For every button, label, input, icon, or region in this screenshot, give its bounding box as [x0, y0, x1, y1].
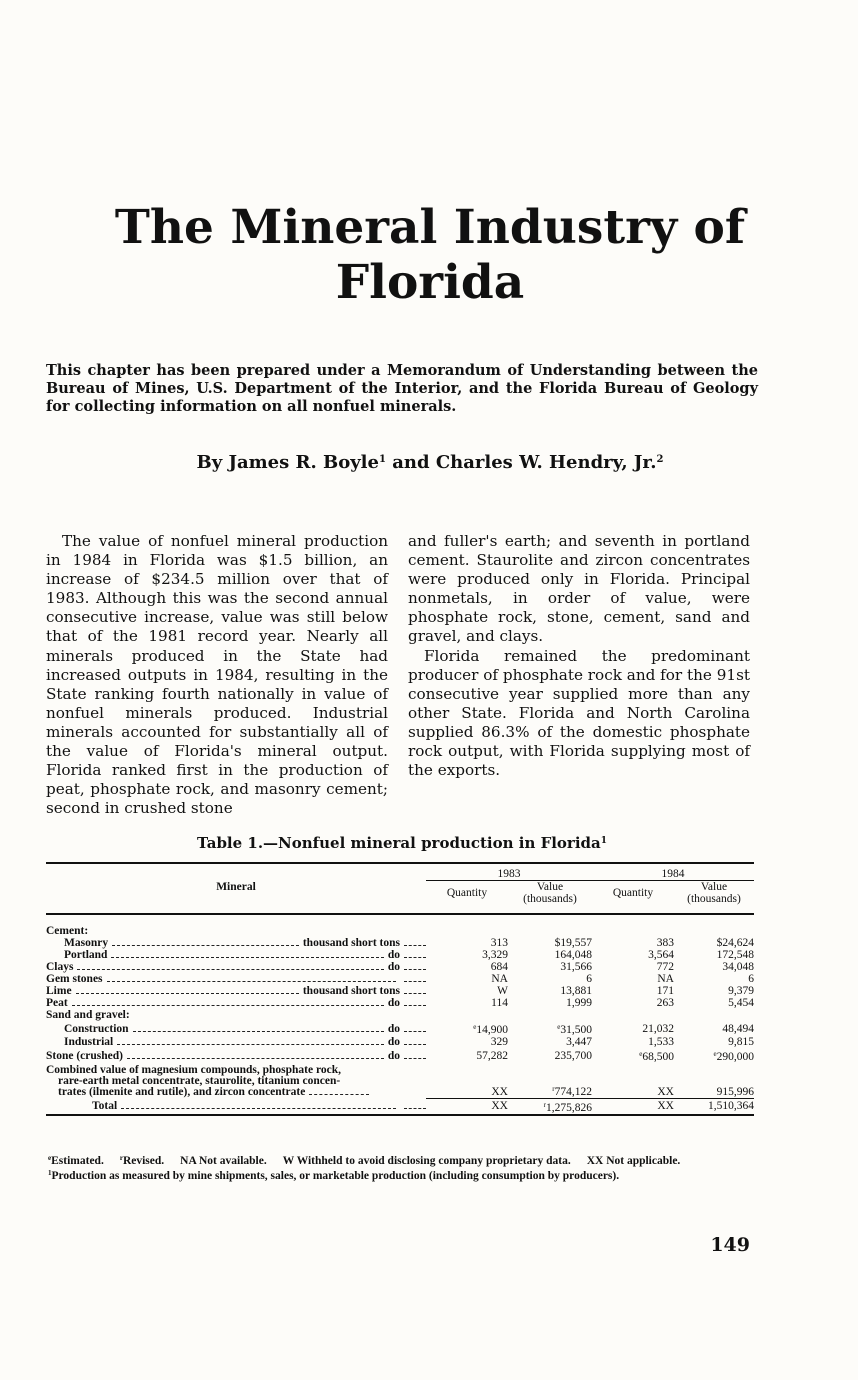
col-header-quantity-1984: Quantity — [612, 887, 654, 899]
cell-v84: 172,548 — [716, 949, 754, 961]
row-unit: do — [387, 1036, 400, 1048]
cell-v83: 6 — [586, 973, 592, 985]
value-header-line2: (thousands) — [687, 893, 741, 905]
table-row — [46, 949, 754, 961]
cell-v84: 48,494 — [722, 1022, 754, 1035]
value-header-line1: Value — [700, 881, 728, 893]
col-header-value-1983 — [508, 881, 592, 906]
footnote-1 — [48, 1167, 758, 1182]
cell-v84: 34,048 — [722, 961, 754, 973]
cell-v83: 1,999 — [566, 997, 592, 1009]
group-label-sand-gravel: Sand and gravel: — [46, 1009, 130, 1021]
text-column-left — [46, 532, 388, 818]
table-row — [46, 997, 754, 1009]
cell-q83: XX — [491, 1085, 508, 1098]
row-label: Clays — [46, 961, 74, 973]
col-header-mineral: Mineral — [216, 880, 256, 893]
cell-v84: 6 — [748, 973, 754, 985]
note-xx: XX Not applicable. — [586, 1155, 681, 1167]
cell-q83: 57,282 — [476, 1049, 508, 1062]
cell-value: 1,275,826 — [546, 1101, 592, 1114]
cell-q84: 21,032 — [642, 1022, 674, 1035]
row-label: Industrial — [64, 1036, 114, 1048]
cell-v83: 164,048 — [554, 949, 592, 961]
cell-q83: 329 — [490, 1036, 508, 1048]
cell-v83: 13,881 — [560, 985, 592, 997]
cell-v83 — [508, 1063, 592, 1098]
author-2-footnote-mark: 2 — [656, 454, 664, 465]
cell-value: 290,000 — [716, 1051, 754, 1063]
cell-q84 — [592, 1048, 674, 1063]
col-header-value-1984 — [674, 881, 754, 906]
row-unit: do — [387, 949, 400, 961]
table-row-total — [46, 1099, 754, 1115]
combined-label — [46, 1063, 426, 1098]
cell-q83: W — [497, 985, 508, 997]
cell-q84: NA — [657, 973, 674, 985]
cell-q84: 1,533 — [648, 1036, 674, 1048]
row-unit: do — [387, 997, 400, 1009]
table-row — [46, 973, 754, 985]
cell-value: 68,500 — [642, 1051, 674, 1063]
cell-v83: 235,700 — [554, 1049, 592, 1062]
row-label: Lime — [46, 985, 72, 997]
cell-q84: 383 — [656, 937, 674, 949]
table-row — [46, 1009, 754, 1021]
cell-v84: $24,624 — [716, 937, 754, 949]
cell-v84: 5,454 — [728, 997, 754, 1009]
row-label: Construction — [64, 1022, 129, 1035]
cell-v84: 915,996 — [716, 1085, 754, 1098]
estimated-mark: e — [473, 1023, 477, 1031]
value-header-line1: Value — [536, 881, 564, 893]
row-unit: thousand short tons — [302, 985, 400, 997]
table-row — [46, 1036, 754, 1048]
estimated-mark: e — [557, 1023, 561, 1031]
col-header-year-1984: 1984 — [592, 868, 754, 881]
cell-q83: 114 — [491, 997, 508, 1009]
body-paragraph-2: Florida remained the predominant producer of phosphate rock and for the 91st consecutive year supplied more than any other State. Florida and North Carolina supplied 86.3% of the domestic phosphate rock output, with Florida supplying most of the exports. — [408, 646, 750, 780]
revised-mark: r — [119, 1154, 123, 1162]
cell-q83: NA — [491, 973, 508, 985]
cell-v83 — [508, 1099, 592, 1115]
col-header-quantity-1983: Quantity — [446, 887, 488, 899]
estimated-mark: e — [48, 1154, 52, 1162]
cell-q84: 3,564 — [648, 949, 674, 961]
abbreviation-notes — [48, 1152, 758, 1167]
row-label: Masonry — [64, 937, 109, 949]
col-header-year-1983: 1983 — [426, 868, 592, 881]
cell-q83: 3,329 — [482, 949, 508, 961]
combined-label-line3: trates (ilmenite and rutile), and zircon concentrate — [58, 1086, 306, 1098]
table-row — [46, 1021, 754, 1036]
cell-value: 774,122 — [554, 1085, 592, 1098]
cell-q84: XX — [657, 1085, 674, 1098]
cell-q84: XX — [657, 1100, 674, 1112]
value-header-line2: (thousands) — [523, 893, 577, 905]
row-unit: do — [387, 1049, 400, 1062]
footnote-1-text: Production as measured by mine shipments, sales, or marketable production (including consumption by producers). — [51, 1170, 620, 1182]
text-column-right — [408, 532, 750, 780]
table-row — [46, 1063, 754, 1098]
body-paragraph-1a: The value of nonfuel mineral production in 1984 in Florida was $1.5 billion, an increase of $234.5 million over that of 1983. Although this was the second annual consecutive increase, value was still below that of the 1981 record year. Nearly all minerals produced in the State had increased outputs in 1984, resulting in the State ranking fourth nationally in value of nonfuel minerals produced. Industrial minerals accounted for substantially all of the value of Florida's mineral output. Florida ranked first in the production of peat, phosphate rock, and masonry cement; second in crushed stone — [46, 532, 388, 818]
row-unit: thousand short tons — [302, 937, 400, 949]
body-paragraph-1b: and fuller's earth; and seventh in portland cement. Staurolite and zircon concentrates were produced only in Florida. Principal nonmetals, in order of value, were phosphate rock, stone, cement, sand and gravel, and clays. — [408, 532, 750, 646]
table-row — [46, 985, 754, 997]
cell-q84: 772 — [656, 961, 674, 973]
byline — [60, 452, 800, 473]
cell-v83: 31,566 — [560, 961, 592, 973]
estimated-mark: e — [713, 1050, 717, 1058]
table-title-text: Table 1.—Nonfuel mineral production in Florida — [197, 834, 601, 852]
author-1-footnote-mark: 1 — [378, 454, 386, 465]
cell-q84: 171 — [656, 985, 674, 997]
author-2: Charles W. Hendry, Jr. — [435, 452, 657, 473]
cell-v83: 3,447 — [566, 1036, 592, 1048]
chapter-intro: This chapter has been prepared under a Memorandum of Understanding between the Bureau of Mines, U.S. Department of the Interior, and the Florida Bureau of Geology for collecting information on all nonfuel minerals. — [46, 362, 758, 415]
row-label: Portland — [64, 949, 108, 961]
cell-v83: $19,557 — [554, 937, 592, 949]
row-label: Total — [92, 1100, 118, 1112]
row-label: Peat — [46, 997, 68, 1009]
cell-v84: 1,510,364 — [708, 1100, 754, 1112]
cell-v84: 9,815 — [728, 1036, 754, 1048]
group-label-cement: Cement: — [46, 925, 89, 937]
combined-label-line1: Combined value of magnesium compounds, phosphate rock, — [46, 1064, 342, 1076]
table-row — [46, 925, 754, 937]
cell-v84 — [674, 1048, 754, 1063]
mineral-production-table — [46, 862, 754, 1122]
revised-mark: r — [552, 1084, 555, 1093]
estimated-mark: e — [639, 1050, 643, 1058]
revised-mark: r — [543, 1100, 546, 1109]
page-title: The Mineral Industry of Florida — [114, 200, 746, 310]
table-row — [46, 961, 754, 973]
cell-v83 — [508, 1021, 592, 1036]
cell-q83: 684 — [490, 961, 508, 973]
table-row — [46, 1048, 754, 1063]
row-label: Stone (crushed) — [46, 1049, 123, 1062]
row-label: Gem stones — [46, 973, 103, 985]
note-estimated: Estimated. — [51, 1155, 104, 1167]
cell-value: 31,500 — [560, 1024, 592, 1036]
cell-value: 14,900 — [476, 1024, 508, 1036]
page-number: 149 — [710, 1234, 750, 1256]
footnote-1-mark: 1 — [48, 1169, 52, 1177]
cell-q84: 263 — [656, 997, 674, 1009]
byline-joiner: and — [385, 452, 436, 473]
cell-v84: 9,379 — [728, 985, 754, 997]
table-footnotes — [48, 1152, 758, 1182]
note-na: NA Not available. — [180, 1155, 267, 1167]
author-1: James R. Boyle — [228, 452, 379, 473]
row-unit: do — [387, 1022, 400, 1035]
table-row — [46, 937, 754, 949]
table-title-footnote-mark: 1 — [600, 836, 607, 846]
cell-q83: 313 — [490, 937, 508, 949]
cell-q83 — [426, 1021, 508, 1036]
row-unit: do — [387, 961, 400, 973]
note-revised: Revised. — [122, 1155, 165, 1167]
cell-q83: XX — [491, 1100, 508, 1112]
combined-label-line2: rare-earth metal concentrate, staurolite, titanium concen- — [58, 1075, 341, 1087]
table-title — [46, 834, 758, 852]
note-withheld: W Withheld to avoid disclosing company proprietary data. — [282, 1155, 571, 1167]
byline-prefix: By — [196, 452, 229, 473]
